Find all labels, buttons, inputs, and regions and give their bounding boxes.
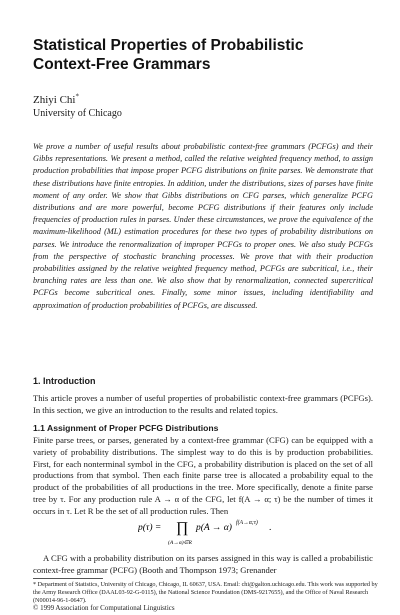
author-affiliation: University of Chicago: [33, 108, 122, 119]
author-line: [33, 94, 79, 107]
author-footnote-marker: *: [75, 92, 79, 101]
abstract: We prove a number of useful results about probabilistic context-free grammars (PCFGs) and their Gibbs representations. We present a method, called the relative weighted frequency method, to assign production probabilities that impose proper PCFG distributions on finite parses. We demonstrate that these distributions have finite entropies. In addition, under the distributions, sizes of parses have finite moment of any order. We show that Gibbs distributions on CFG parses, which generalize PCFG distributions and are more powerful, become PCFG distributions if their features only include frequencies of production rules in parses. Under these circumstances, we prove the equivalence of the maximum-likelihood (ML) estimation procedures for these two types of probability distributions on parses. We introduce the renormalization of improper PCFGs to proper ones. We also study PCFGs from the perspective of stochastic branching processes. We prove that with their production probabilities assigned by the relative weighted frequency method, PCFGs are subcritical, i.e., their branching rates are less than one. We also show that by renormalization, connected supercritical PCFGs become subcritical ones. Finally, some minor issues, including identifiability and approximation of production probabilities of PCFGs, are discussed.: [33, 142, 373, 310]
pcfg-definition-text: A CFG with a probability distribution on its parses assigned in this way is called a probabilistic context-free grammar (PCFG) (Booth and Thompson 1973; Grenander: [33, 553, 373, 575]
introduction-paragraph: This article proves a number of useful properties of probabilistic context-free grammars (PCFGs). In this section, we give an introduction to the results and related topics.: [33, 393, 373, 415]
copyright-notice: © 1999 Association for Computational Linguistics: [33, 604, 175, 612]
pcfg-definition-paragraph: [33, 553, 373, 577]
product-operator: ∏: [176, 520, 189, 536]
equation-exponent: f(A→α;τ): [236, 520, 258, 526]
footnote-divider: [33, 578, 103, 579]
section-heading-introduction: 1. Introduction: [33, 376, 96, 386]
author-footnote: * Department of Statistics, University of Chicago, Chicago, IL 60637, USA. Email: chi@galton.uchicago.edu. This work was supported by the Army Research Office (DAAL03-92-G-0115), the National Science Foundation (DMS-9217655), and the Office of Naval Research (N00014-96-1-0647).: [33, 581, 378, 605]
subsection-paragraph: Finite parse trees, or parses, generated by a context-free grammar (CFG) can be equipped with a variety of probability distributions. The simplest way to do this is by production probabilities. First, for each nonterminal symbol in the CFG, a probability distribution is placed on the set of all productions from that symbol. Then each finite parse tree is allocated a probability equal to the product of the probabilities of all productions in the tree. More specifically, denote a finite parse tree by τ. For any production rule A → α of the CFG, let f(A → α; τ) be the number of times it occurs in τ. Let R be the set of all production rules. Then: [33, 435, 373, 516]
product-subscript: (A→α)∈R: [168, 540, 192, 546]
equation-lhs: p(τ) =: [138, 523, 162, 533]
author-name: Zhiyi Chi: [33, 94, 76, 106]
subsection-heading: 1.1 Assignment of Proper PCFG Distributions: [33, 423, 219, 433]
equation-factor: p(A → α): [196, 523, 232, 533]
probability-equation: [138, 518, 288, 548]
paper-title: Statistical Properties of Probabilistic Context-Free Grammars: [33, 37, 304, 73]
equation-period: .: [269, 523, 272, 533]
